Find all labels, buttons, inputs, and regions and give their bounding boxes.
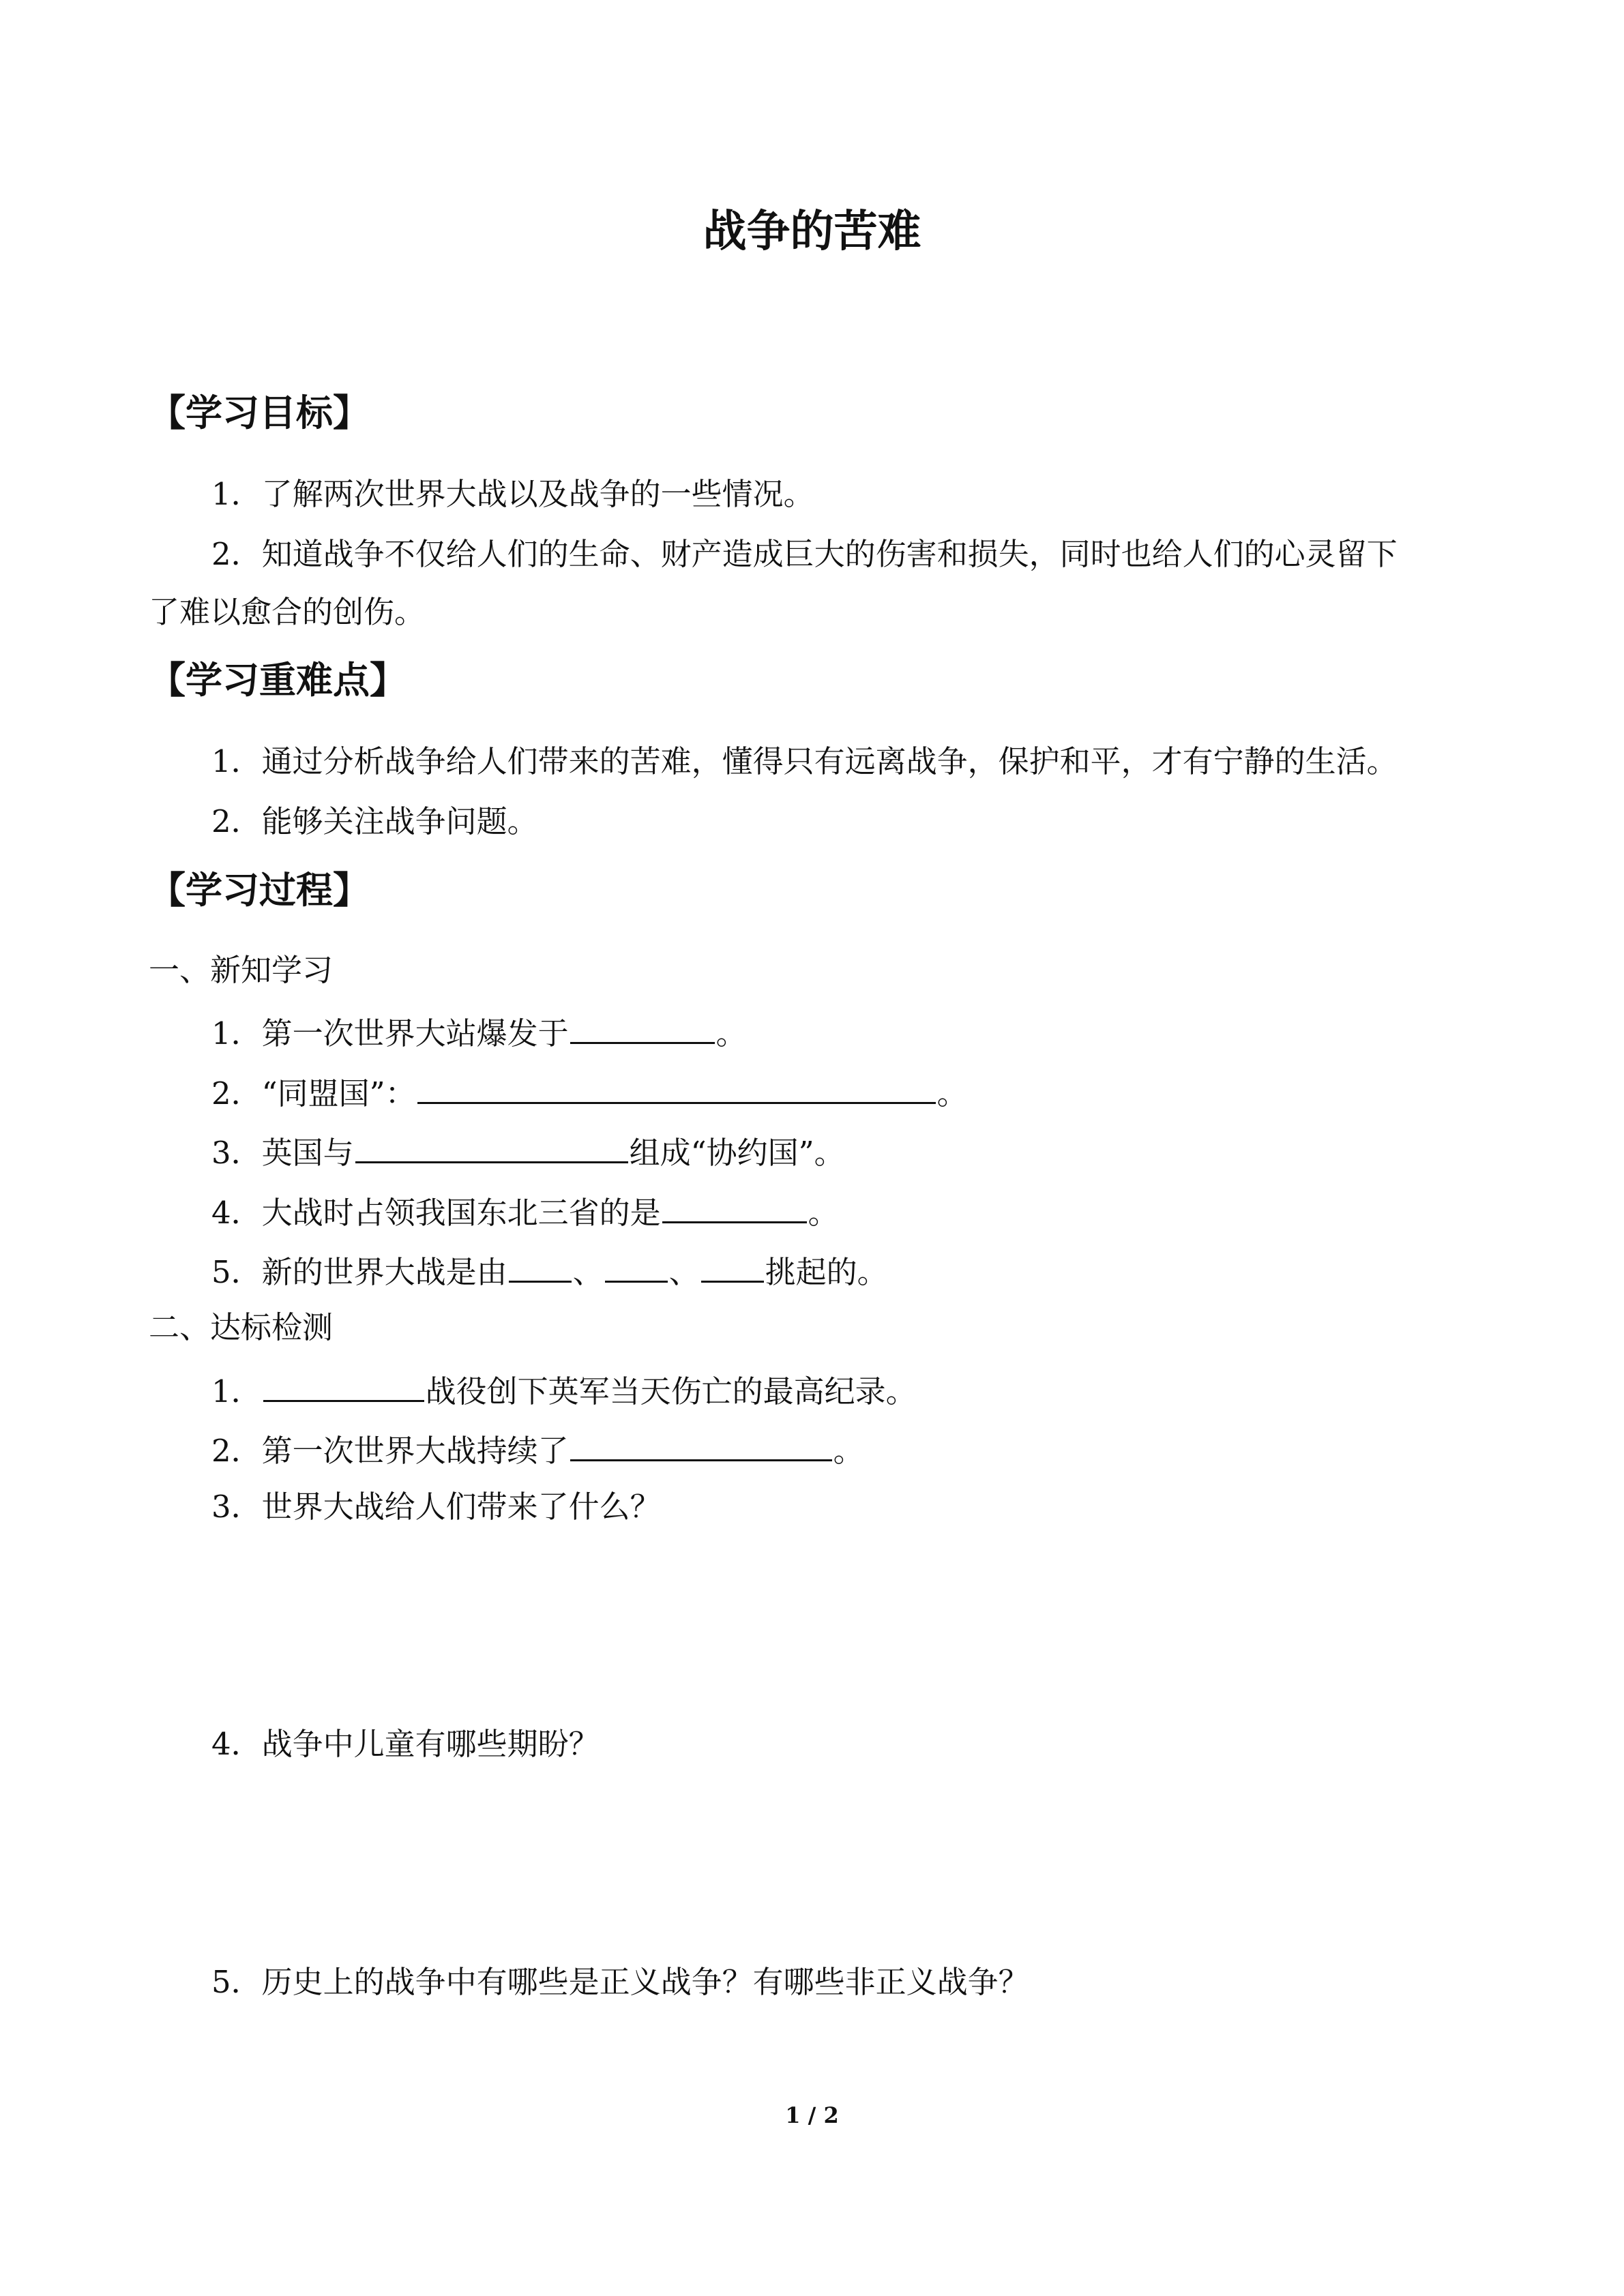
question-text: 。 (936, 1075, 968, 1112)
part2-question-3: 3．世界大战给人们带来了什么？ (211, 1489, 661, 1525)
part2-question-4: 4．战争中儿童有哪些期盼？ (211, 1726, 600, 1762)
question-text: 3．英国与 (211, 1135, 354, 1171)
question-text: 1．第一次世界大站爆发于 (211, 1015, 569, 1052)
fill-blank[interactable] (355, 1129, 628, 1163)
process-heading: 【学习过程】 (149, 868, 370, 912)
question-text: 1． (211, 1373, 262, 1410)
part1-question-5 (211, 1248, 888, 1293)
part2-question-5: 5．历史上的战争中有哪些是正义战争？有哪些非正义战争？ (211, 1964, 1029, 2000)
question-text: 组成“协约国”。 (629, 1135, 845, 1171)
key-point-item-2: 2．能够关注战争问题。 (211, 803, 538, 839)
key-point-item-1: 1．通过分析战争给人们带来的苦难，懂得只有远离战争，保护和平，才有宁静的生活。 (211, 743, 1398, 779)
question-text: 。 (833, 1433, 864, 1469)
part1-question-3 (211, 1129, 845, 1174)
question-text: 挑起的。 (765, 1254, 888, 1290)
key-points-heading: 【学习重难点】 (149, 658, 407, 702)
page-title: 战争的苦难 (703, 206, 921, 257)
part2-question-2 (211, 1427, 864, 1472)
question-text: 战役创下英军当天伤亡的最高纪录。 (425, 1373, 917, 1410)
part2-question-1 (211, 1367, 917, 1412)
question-text: 2．“同盟国”： (211, 1075, 416, 1112)
question-text: 、 (572, 1254, 604, 1290)
page-number: 1 / 2 (785, 2102, 839, 2128)
fill-blank[interactable] (701, 1248, 764, 1283)
part1-question-4 (211, 1189, 839, 1234)
fill-blank[interactable] (509, 1248, 572, 1283)
question-text: 、 (668, 1254, 700, 1290)
fill-blank[interactable] (263, 1367, 424, 1402)
objective-item-2-line-1: 2．知道战争不仅给人们的生命、财产造成巨大的伤害和损失，同时也给人们的心灵留下 (211, 536, 1398, 572)
objective-item-1: 1．了解两次世界大战以及战争的一些情况。 (211, 476, 814, 512)
fill-blank[interactable] (417, 1069, 936, 1104)
part1-question-2 (211, 1069, 968, 1114)
part2-label: 二、达标检测 (149, 1309, 334, 1345)
fill-blank[interactable] (662, 1189, 807, 1223)
fill-blank[interactable] (570, 1009, 715, 1044)
objective-item-2-line-2: 了难以愈合的创伤。 (149, 594, 426, 630)
objectives-heading: 【学习目标】 (149, 391, 370, 434)
question-text: 。 (808, 1195, 839, 1231)
part1-question-1 (211, 1009, 747, 1054)
question-text: 2．第一次世界大战持续了 (211, 1433, 569, 1469)
question-text: 4．大战时占领我国东北三省的是 (211, 1195, 661, 1231)
fill-blank[interactable] (605, 1248, 668, 1283)
fill-blank[interactable] (570, 1427, 832, 1461)
part1-label: 一、新知学习 (149, 952, 334, 988)
question-text: 5．新的世界大战是由 (211, 1254, 507, 1290)
question-text: 。 (715, 1015, 747, 1052)
